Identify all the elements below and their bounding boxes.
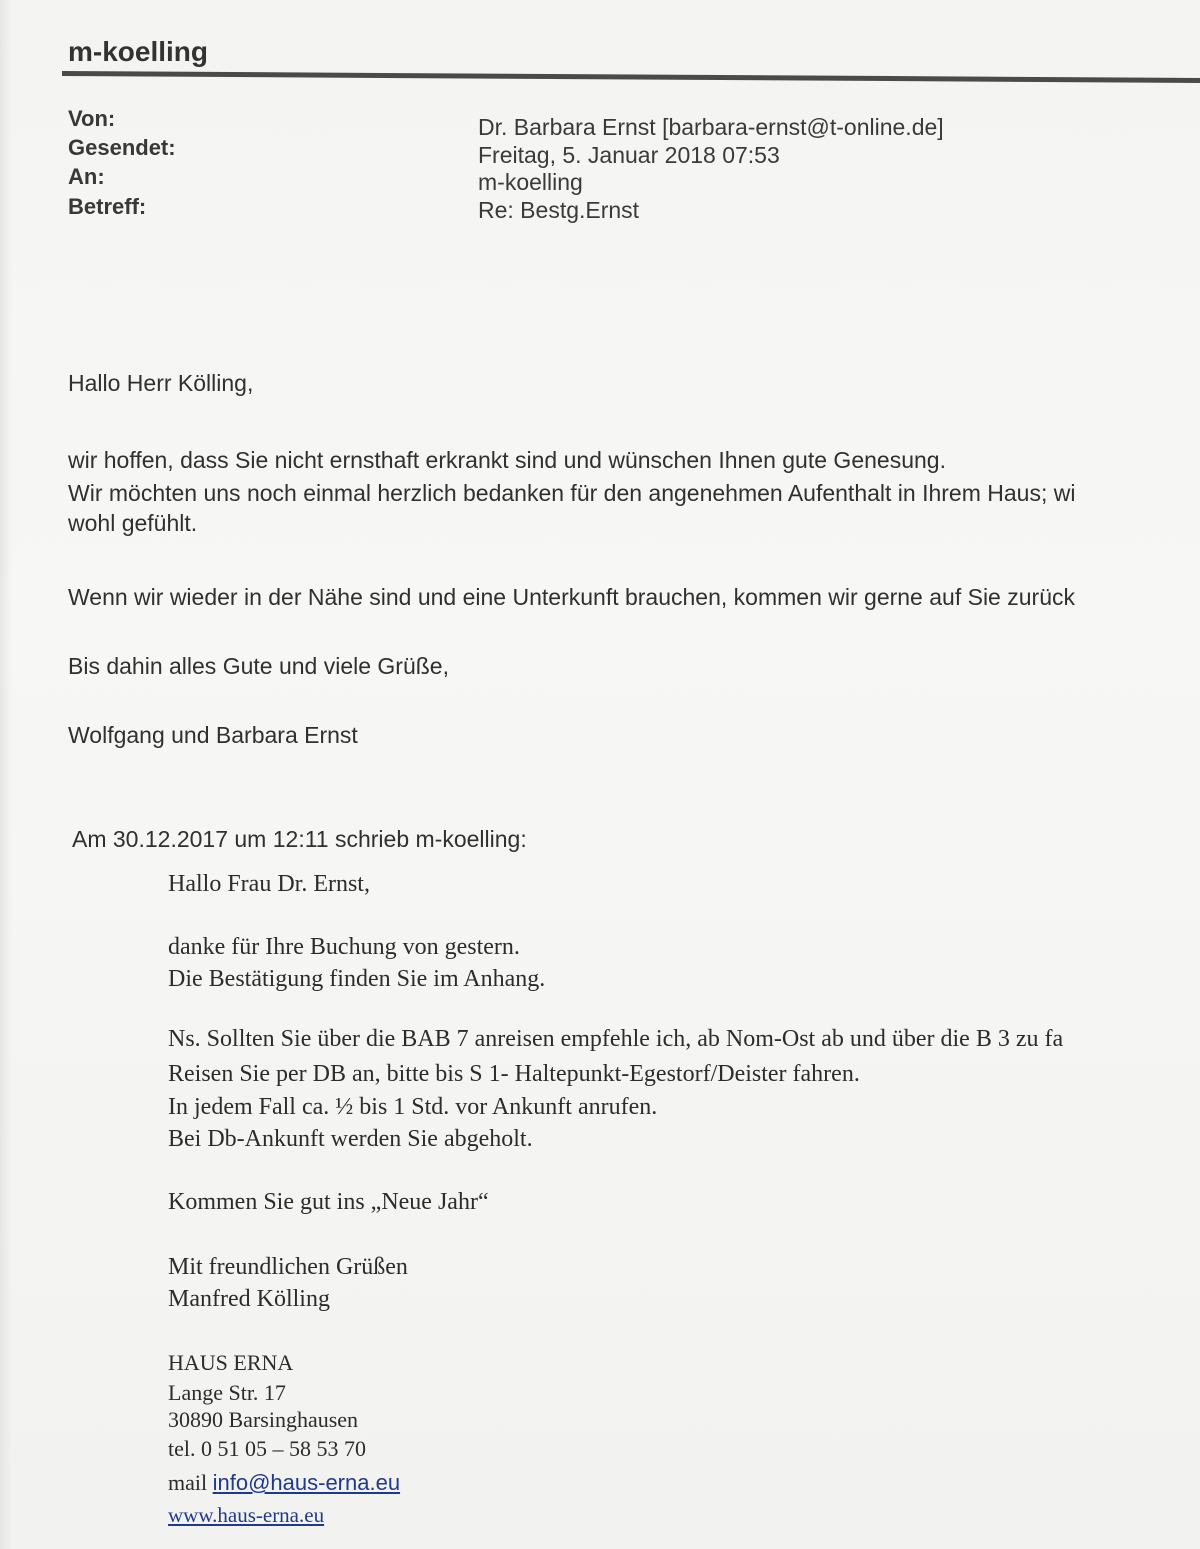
paper-edge-shadow [0, 0, 12, 1549]
quoted-sender-name: Manfred Kölling [168, 1286, 330, 1312]
message-greeting: Hallo Herr Kölling, [68, 370, 254, 396]
page-title: m-koelling [68, 36, 209, 67]
quoted-wish: Kommen Sie gut ins „Neue Jahr“ [168, 1189, 489, 1215]
company-phone: tel. 0 51 05 – 58 53 70 [168, 1436, 366, 1461]
subject-value: Re: Bestg.Ernst [478, 197, 640, 223]
subject-label: Betreff: [68, 194, 147, 219]
sent-label: Gesendet: [68, 135, 176, 160]
sent-value: Freitag, 5. Januar 2018 07:53 [478, 142, 780, 168]
quoted-line: Ns. Sollten Sie über die BAB 7 anreisen empfehle ich, ab Nom-Ost ab und über die B 3 zu fa [168, 1026, 1064, 1052]
company-mail-row [168, 1470, 400, 1496]
quoted-intro: Am 30.12.2017 um 12:11 schrieb m-koelling: [72, 826, 527, 852]
quoted-line: In jedem Fall ca. ½ bis 1 Std. vor Ankunft anrufen. [168, 1094, 658, 1120]
company-street: Lange Str. 17 [168, 1380, 286, 1405]
mail-link[interactable]: info@haus-erna.eu [212, 1470, 401, 1495]
quoted-line: Bei Db-Ankunft werden Sie abgeholt. [168, 1126, 533, 1152]
to-value: m-koelling [478, 169, 583, 195]
from-label: Von: [68, 106, 116, 131]
company-name: HAUS ERNA [168, 1350, 294, 1375]
mail-label: mail [168, 1470, 208, 1495]
quoted-line: Die Bestätigung finden Sie im Anhang. [168, 966, 546, 992]
quoted-line: Reisen Sie per DB an, bitte bis S 1- Haltepunkt-Egestorf/Deister fahren. [168, 1061, 860, 1087]
message-line: Wenn wir wieder in der Nähe sind und eine Unterkunft brauchen, kommen wir gerne auf Sie zurück [68, 584, 1075, 610]
message-closing: Bis dahin alles Gute und viele Grüße, [68, 653, 449, 679]
quoted-greeting: Hallo Frau Dr. Ernst, [168, 871, 370, 897]
message-line: wohl gefühlt. [68, 510, 198, 536]
from-value: Dr. Barbara Ernst [barbara-ernst@t-online.de] [478, 114, 944, 140]
to-label: An: [68, 164, 105, 189]
quoted-line: danke für Ihre Buchung von gestern. [168, 934, 520, 960]
company-city: 30890 Barsinghausen [168, 1407, 359, 1432]
message-line: wir hoffen, dass Sie nicht ernsthaft erkrankt sind und wünschen Ihnen gute Genesung. [68, 447, 946, 473]
website-link[interactable]: www.haus-erna.eu [168, 1503, 325, 1527]
quoted-closing: Mit freundlichen Grüßen [168, 1254, 408, 1280]
message-line: Wir möchten uns noch einmal herzlich bedanken für den angenehmen Aufenthalt in Ihrem Haus; wi [68, 480, 1076, 506]
message-signature: Wolfgang und Barbara Ernst [68, 722, 358, 748]
title-rule [62, 71, 1200, 83]
